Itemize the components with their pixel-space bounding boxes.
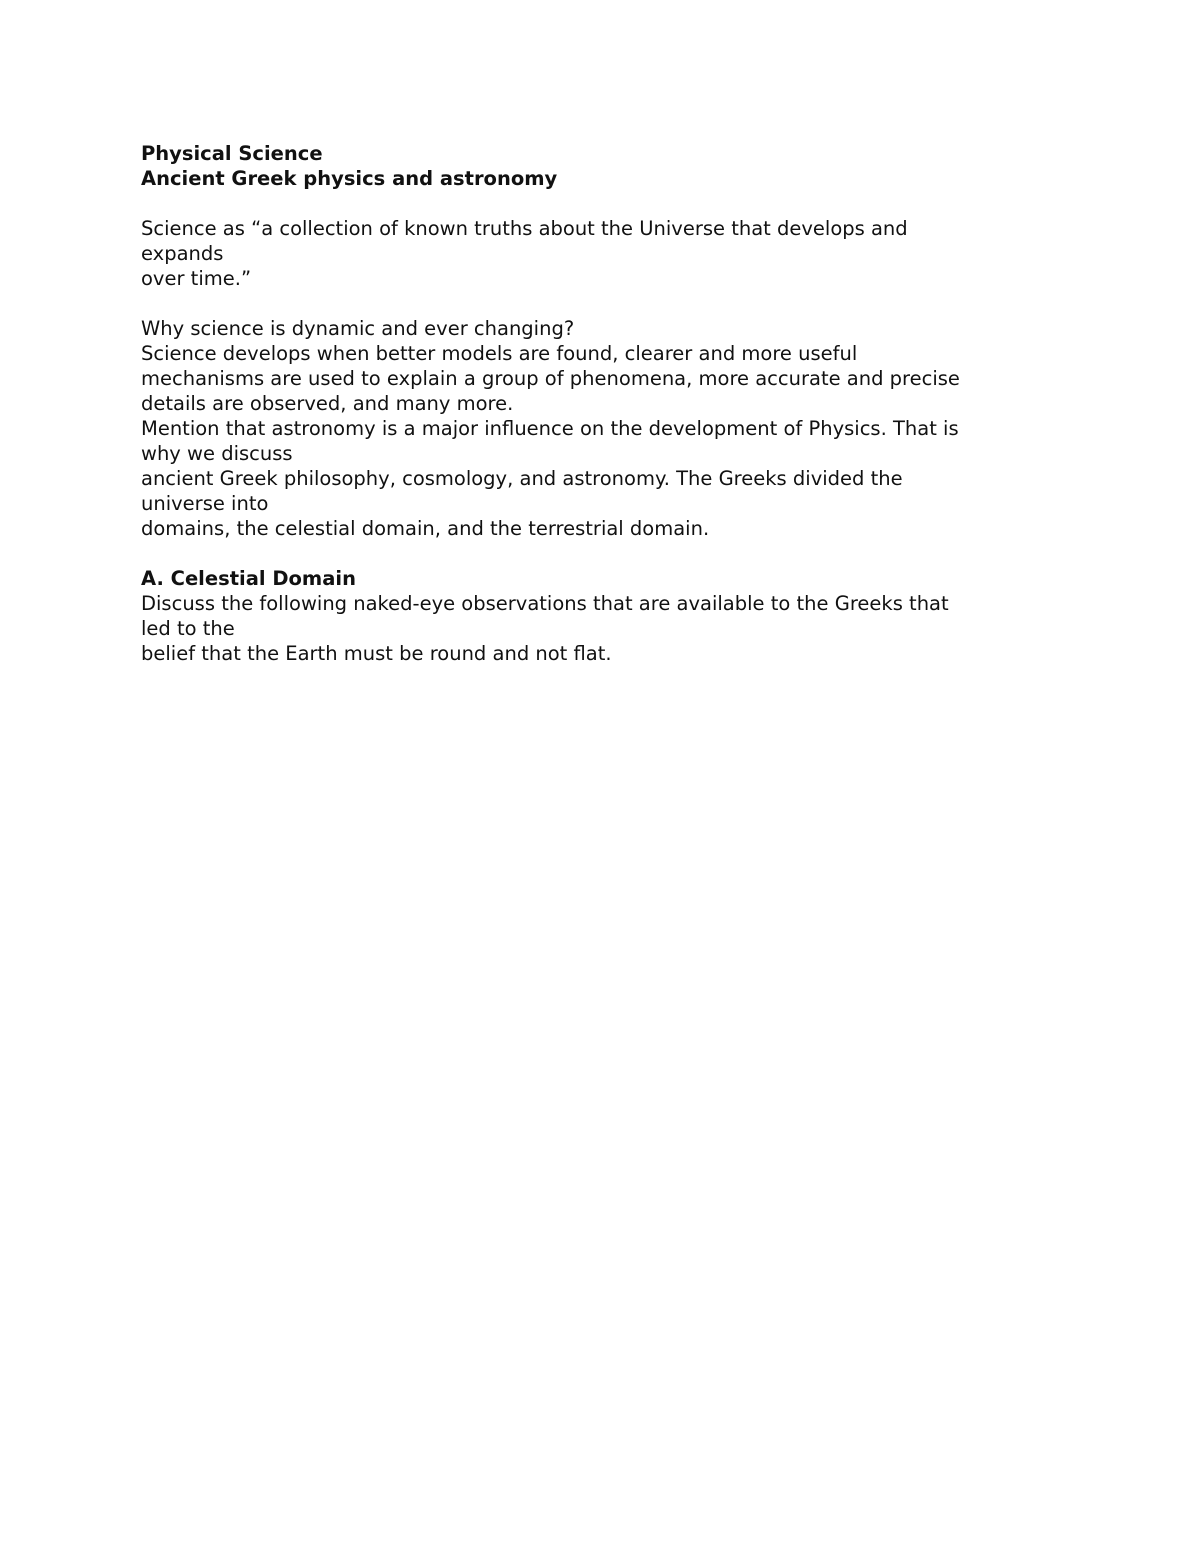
paragraph-line: Mention that astronomy is a major influence on the development of Physics. That is bbox=[141, 417, 959, 440]
paragraph-line: Why science is dynamic and ever changing? bbox=[141, 317, 575, 340]
paragraph-line: expands bbox=[141, 242, 224, 265]
paragraph-line: Discuss the following naked-eye observations that are available to the Greeks that bbox=[141, 592, 949, 615]
section-heading: A. Celestial Domain bbox=[141, 567, 356, 590]
blank-line bbox=[141, 191, 1061, 216]
paragraph-line: mechanisms are used to explain a group of phenomena, more accurate and precise bbox=[141, 367, 960, 390]
document-title: Physical Science bbox=[141, 142, 323, 165]
paragraph-science-definition bbox=[141, 216, 1061, 291]
paragraph-line: led to the bbox=[141, 617, 235, 640]
document-body bbox=[141, 141, 1061, 666]
paragraph-line: belief that the Earth must be round and not flat. bbox=[141, 642, 612, 665]
paragraph-science-dynamic bbox=[141, 316, 1061, 541]
blank-line bbox=[141, 541, 1061, 566]
paragraph-line: universe into bbox=[141, 492, 269, 515]
paragraph-line: domains, the celestial domain, and the terrestrial domain. bbox=[141, 517, 710, 540]
paragraph-celestial-domain bbox=[141, 591, 1061, 666]
paragraph-line: details are observed, and many more. bbox=[141, 392, 514, 415]
paragraph-line: over time.” bbox=[141, 267, 252, 290]
paragraph-line: Science as “a collection of known truths about the Universe that develops and bbox=[141, 217, 908, 240]
paragraph-line: Science develops when better models are found, clearer and more useful bbox=[141, 342, 858, 365]
paragraph-line: why we discuss bbox=[141, 442, 293, 465]
blank-line bbox=[141, 291, 1061, 316]
paragraph-line: ancient Greek philosophy, cosmology, and astronomy. The Greeks divided the bbox=[141, 467, 903, 490]
document-subtitle: Ancient Greek physics and astronomy bbox=[141, 167, 558, 190]
